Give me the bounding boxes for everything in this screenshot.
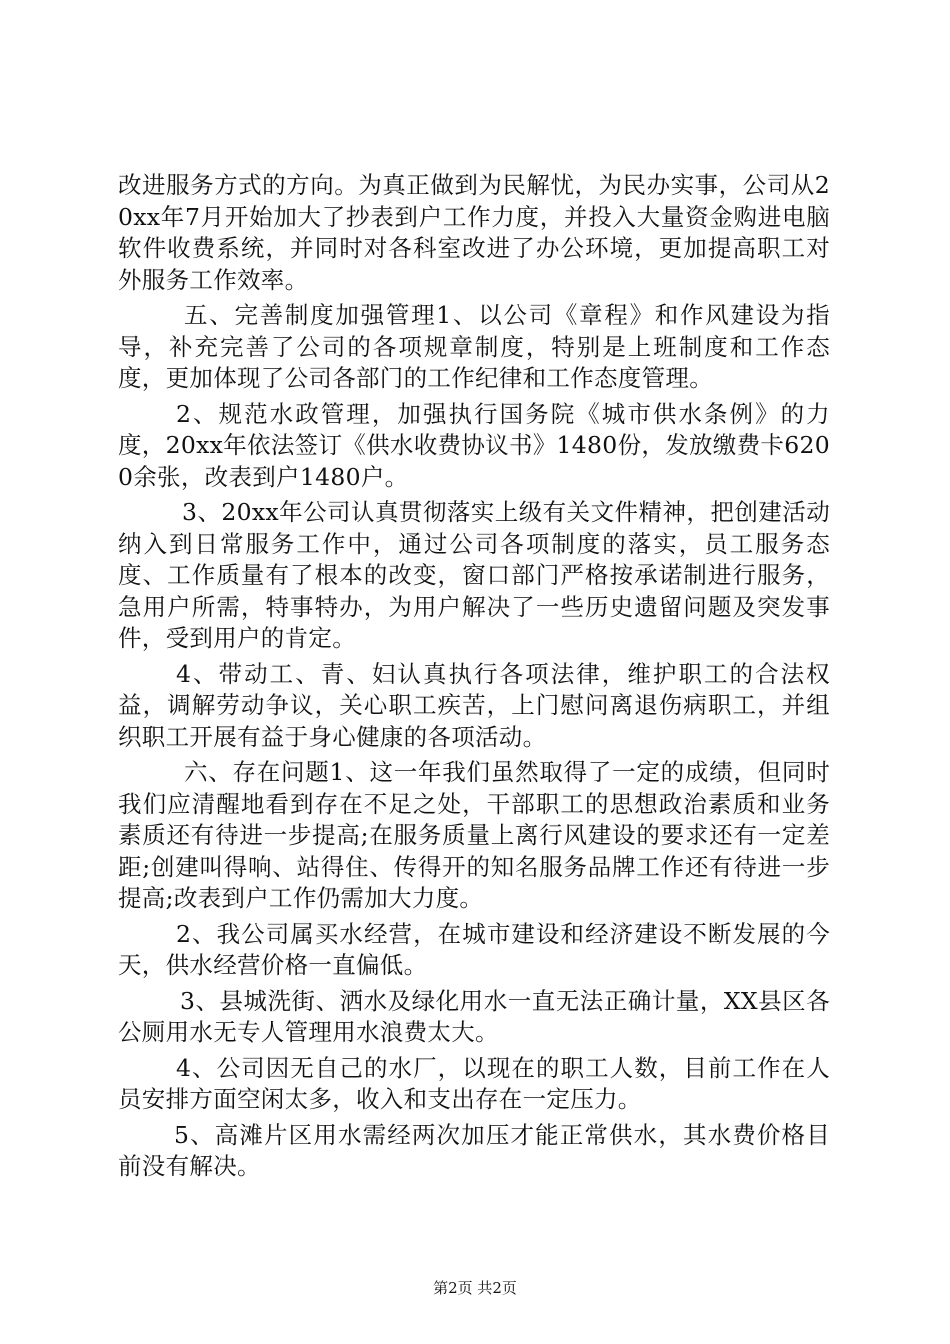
paragraph: 六、存在问题1、这一年我们虽然取得了一定的成绩，但同时我们应清醒地看到存在不足之处，干部职工的思想政治素质和业务素质还有待进一步提高;在服务质量上离行风建设的要求还有一定差距;创建叫得响、站得住、传得开的知名服务品牌工作还有待进一步提高;改表到户工作仍需加大力度。	[118, 758, 830, 912]
page-number-footer: 第2页 共2页	[433, 1279, 517, 1297]
paragraph: 改进服务方式的方向。为真正做到为民解忧，为民办实事，公司从20xx年7月开始加大了抄表到户工作力度，并投入大量资金购进电脑软件收费系统，并同时对各科室改进了办公环境，更加提高职工对外服务工作效率。	[118, 171, 830, 294]
paragraph: 3、20xx年公司认真贯彻落实上级有关文件精神，把创建活动纳入到日常服务工作中，通过公司各项制度的落实，员工服务态度、工作质量有了根本的改变，窗口部门严格按承诺制进行服务，急用户所需，特事特办，为用户解决了一些历史遗留问题及突发事件，受到用户的肯定。	[118, 498, 830, 652]
paragraph: 3、县城洗街、洒水及绿化用水一直无法正确计量，XX县区各公厕用水无专人管理用水浪费太大。	[118, 986, 830, 1046]
paragraph: 4、公司因无自己的水厂，以现在的职工人数，目前工作在人员安排方面空闲太多，收入和支出存在一定压力。	[118, 1053, 830, 1113]
paragraph: 5、高滩片区用水需经两次加压才能正常供水，其水费价格目前没有解决。	[118, 1120, 830, 1180]
paragraph: 4、带动工、青、妇认真执行各项法律，维护职工的合法权益，调解劳动争议，关心职工疾苦，上门慰问离退伤病职工，并组织职工开展有益于身心健康的各项活动。	[118, 659, 830, 751]
paragraph: 五、完善制度加强管理1、以公司《章程》和作风建设为指导，补充完善了公司的各项规章制度，特别是上班制度和工作态度，更加体现了公司各部门的工作纪律和工作态度管理。	[118, 301, 830, 392]
paragraph: 2、规范水政管理，加强执行国务院《城市供水条例》的力度，20xx年依法签订《供水收费协议书》1480份，发放缴费卡6200余张，改表到户1480户。	[118, 399, 830, 491]
document-body	[118, 170, 830, 1183]
paragraph: 2、我公司属买水经营，在城市建设和经济建设不断发展的今天，供水经营价格一直偏低。	[118, 919, 830, 979]
